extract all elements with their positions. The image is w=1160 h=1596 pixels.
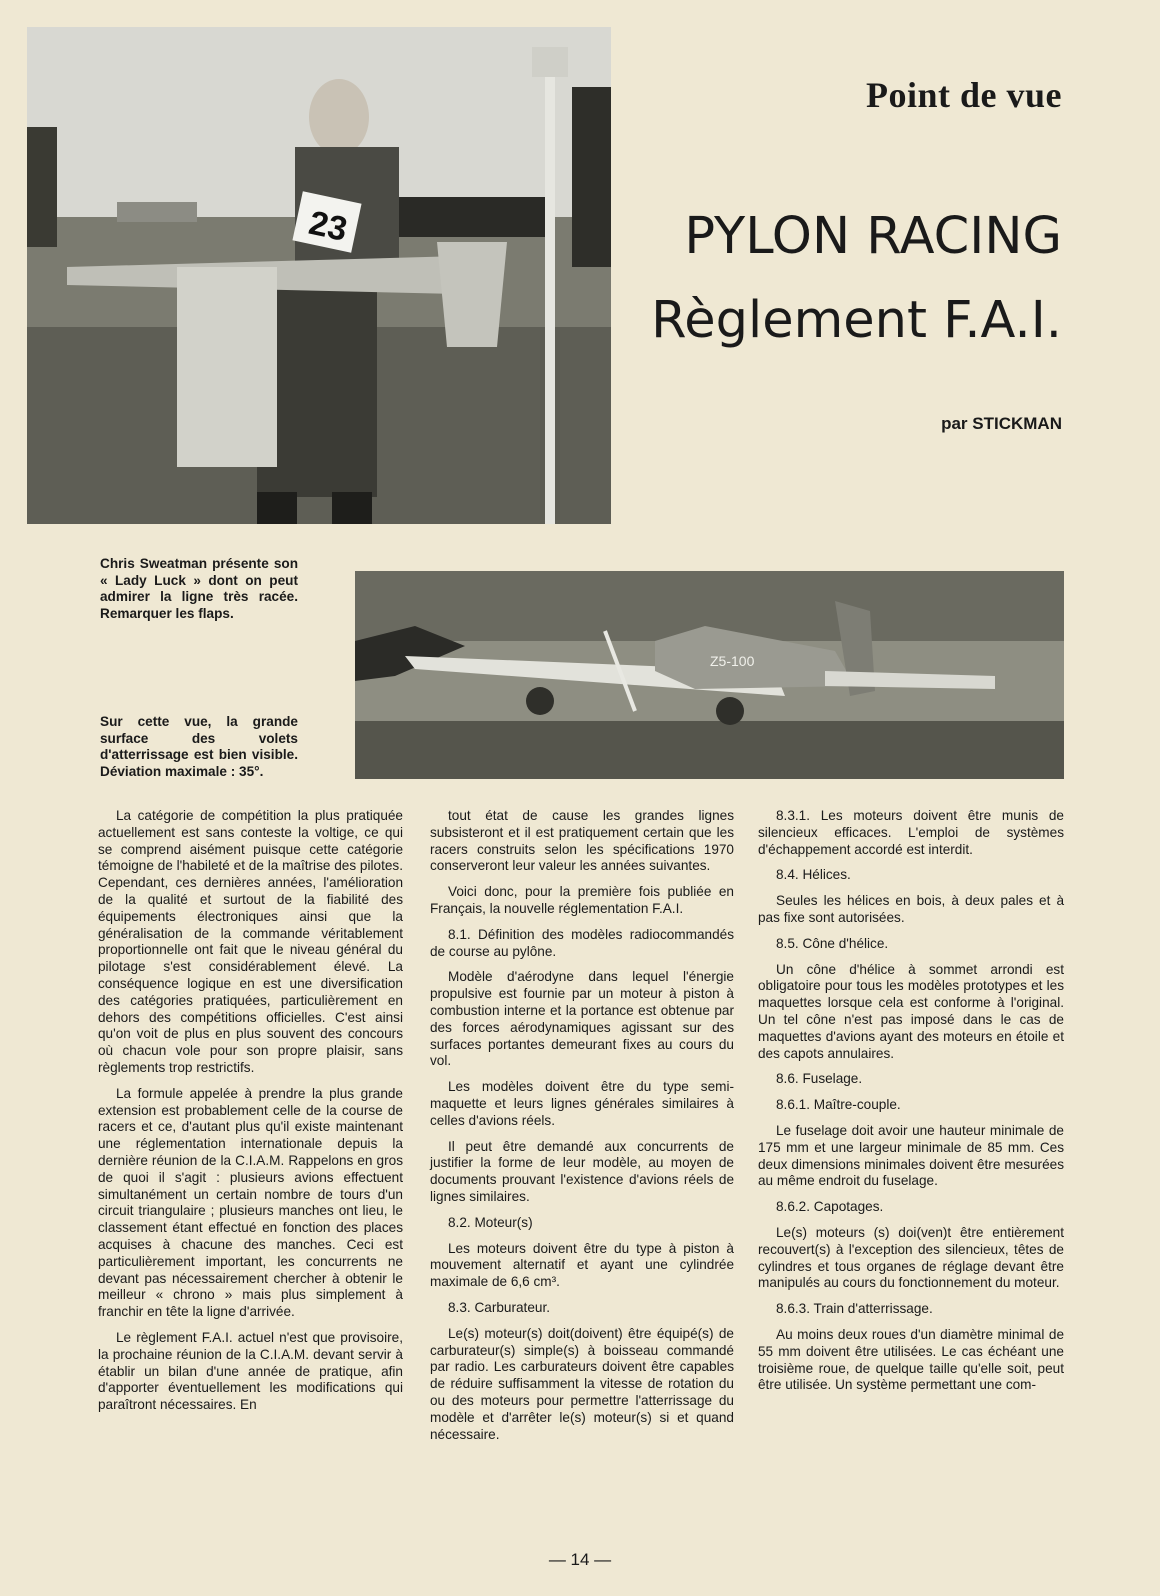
- section-heading: 8.2. Moteur(s): [448, 1214, 533, 1230]
- photo-model-on-grass: [355, 571, 1064, 779]
- page-number: — 14 —: [548, 1550, 612, 1569]
- paragraph: La catégorie de compétition la plus pratiquée actuellement est sans conteste la voltige, ce qui se comprend aisément puisque cette catégorie témoigne de l'habileté et de la maîtrise des pilotes. Cependant, ces dernières années, l'amélioration de la qualité et surtout de la fiabilité des équipements électroniques ainsi que la généralisation de la commande véritablement proportionnelle ont fait que le niveau général du pilotage s'est considérablement élevé. La conséquence logique en est une diversification des catégories pratiquées, particulièrement en dehors des compétitions officielles. C'est ainsi qu'on voit de plus en plus souvent des concours où chacun vole pour son propre plaisir, sans règlements trop restrictifs.: [98, 808, 403, 1075]
- article-title-line2: Règlement F.A.I.: [651, 291, 1062, 350]
- section-heading: 8.5. Cône d'hélice.: [776, 935, 889, 951]
- caption-top-photo: Chris Sweatman présente son « Lady Luck » dont on peut admirer la ligne très racée. Remarquer les flaps.: [100, 556, 298, 621]
- section-kicker: Point de vue: [865, 75, 1062, 115]
- paragraph: Les moteurs doivent être du type à piston à mouvement alternatif et ayant une cylindrée maximale de 6,6 cm³.: [430, 1240, 734, 1290]
- paragraph: tout état de cause les grandes lignes subsisteront et il est pratiquement certain que les racers construits selon les spécifications 1970 conserveront leur valeur les années suivantes.: [430, 808, 734, 874]
- paragraph: La formule appelée à prendre la plus grande extension est probablement celle de la course de racers et ce, d'autant plus qu'il existe maintenant une réglementation internationale depuis la dernière réunion de la C.I.A.M. Rappelons en gros de quoi il s'agit : plusieurs avions effectuent simultanément un certain nombre de tours d'un circuit triangulaire ; plusieurs manches ont lieu, le classement étant effectué en fonction des places acquises à chacune des manches. Ceci est particulièrement important, les concurrents ne devant pas nécessairement chercher à obtenir le meilleur « chrono » mais plus simplement à franchir en tête la ligne d'arrivée.: [98, 1085, 403, 1320]
- registration-mark: Z5-100: [710, 653, 755, 669]
- paragraph: Au moins deux roues d'un diamètre minimal de 55 mm doivent être utilisées. Le cas échéant une troisième roue, de quelque taille qu'elle soit, peut être utilisée. Un système permettant une com-: [758, 1326, 1064, 1393]
- photo-pilot-with-model: [27, 27, 611, 524]
- section-heading: 8.3. Carburateur.: [448, 1299, 551, 1315]
- paragraph: Il peut être demandé aux concurrents de justifier la forme de leur modèle, au moyen de documents prouvant l'existence d'avions réels de lignes similaires.: [430, 1138, 734, 1204]
- section-heading: 8.6. Fuselage.: [776, 1071, 863, 1087]
- section-heading: 8.6.2. Capotages.: [776, 1199, 884, 1215]
- section-heading: 8.6.1. Maître-couple.: [776, 1097, 901, 1113]
- section-heading: 8.1. Définition des modèles radiocommandés de course au pylône.: [430, 926, 734, 959]
- paragraph: Le règlement F.A.I. actuel n'est que provisoire, la prochaine réunion de la C.I.A.M. devant servir à établir un bilan d'une année de pratique, afin d'apporter éventuellement les modifications qui paraîtront nécessaires. En: [98, 1329, 403, 1413]
- text-column-1: [98, 808, 403, 1423]
- paragraph: Les modèles doivent être du type semi-maquette et leurs lignes générales similaires à celles d'avions réels.: [430, 1079, 734, 1128]
- text-column-2: [430, 808, 734, 1452]
- byline: par STICKMAN: [941, 414, 1062, 433]
- paragraph: Le(s) moteur(s) doit(doivent) être équipé(s) de carburateur(s) simple(s) à boisseau commandé par radio. Les carburateurs doivent être capables de réduire suffisamment la vitesse de rotation du ou des moteurs pour permettre l'atterrissage du modèle et d'arrêter le(s) moteur(s) si et quand nécessaire.: [430, 1325, 734, 1442]
- paragraph: Modèle d'aérodyne dans lequel l'énergie propulsive est fournie par un moteur à piston à combustion interne et la portance est obtenue par des forces aérodynamiques agissant sur des surfaces portantes demeurant fixes au cours du vol.: [430, 969, 734, 1069]
- section-heading: 8.4. Hélices.: [776, 867, 851, 883]
- paragraph: Seules les hélices en bois, à deux pales et à pas fixe sont autorisées.: [758, 893, 1064, 925]
- paragraph: Un cône d'hélice à sommet arrondi est obligatoire pour tous les modèles prototypes et les maquettes lorsque cela est conforme à l'original. Un tel cône n'est pas imposé dans le cas de maquettes d'avions ayant des moteurs en étoile et des capots annulaires.: [758, 961, 1064, 1061]
- paragraph: Le fuselage doit avoir une hauteur minimale de 175 mm et une largeur minimale de 85 mm. Ces deux dimensions minimales doivent être mesurées au même endroit du fuselage.: [758, 1122, 1064, 1189]
- article-title-line1: PYLON RACING: [684, 207, 1062, 266]
- paragraph: 8.3.1. Les moteurs doivent être munis de silencieux efficaces. L'emploi de systèmes d'échappement accordé est interdit.: [758, 808, 1064, 857]
- paragraph: Voici donc, pour la première fois publiée en Français, la nouvelle réglementation F.A.I.: [430, 884, 734, 916]
- text-column-3: [758, 808, 1064, 1403]
- section-heading: 8.6.3. Train d'atterrissage.: [776, 1301, 933, 1317]
- caption-bottom-photo: Sur cette vue, la grande surface des volets d'atterrissage est bien visible. Déviation maximale : 35°.: [100, 714, 298, 779]
- paragraph: Le(s) moteurs (s) doi(ven)t être entièrement recouvert(s) à l'exception des silencieux, têtes de cylindres et tous organes de réglage devant être manipulés au cours du fonctionnement du moteur.: [758, 1224, 1064, 1291]
- bib-number: 23: [305, 203, 351, 249]
